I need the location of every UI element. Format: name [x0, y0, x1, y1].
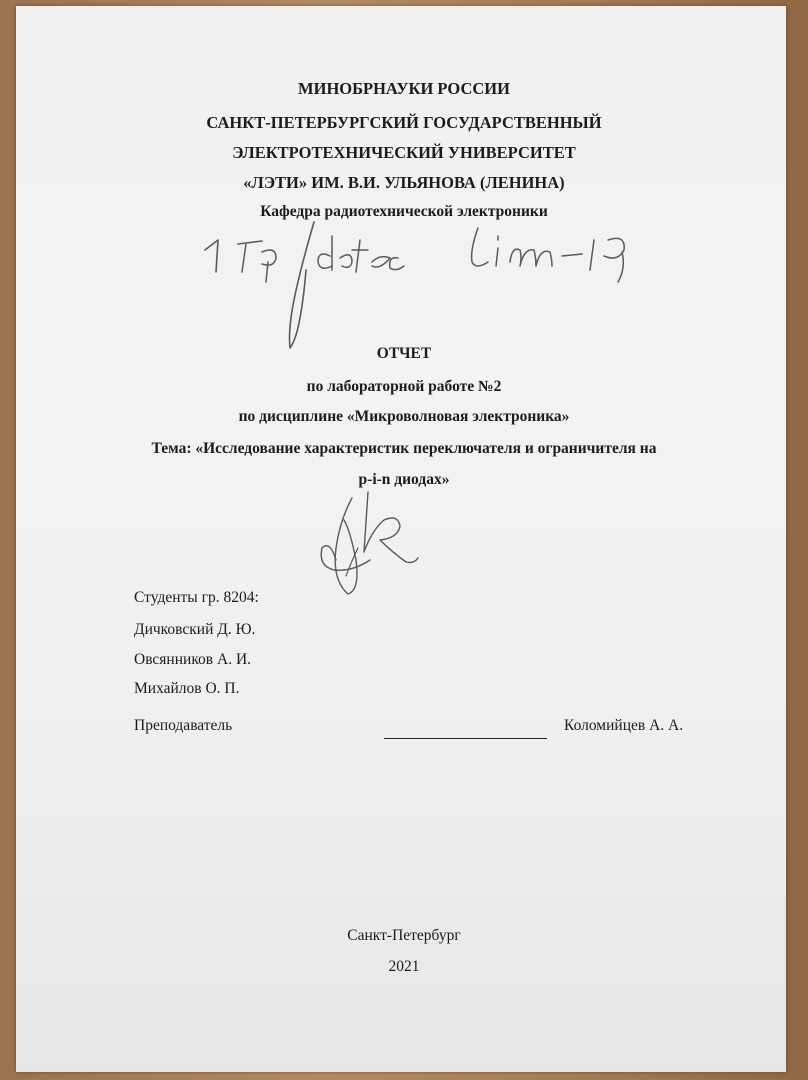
discipline-line: по дисциплине «Микроволновая электроника»	[238, 408, 570, 425]
students-label: Студенты гр. 8204:	[134, 589, 259, 606]
university-line-2: ЭЛЕКТРОТЕХНИЧЕСКИЙ УНИВЕРСИТЕТ	[232, 143, 576, 162]
student-name: Дичковский Д. Ю.	[134, 621, 256, 638]
report-title: ОТЧЕТ	[376, 345, 432, 362]
teacher-label: Преподаватель	[134, 717, 233, 734]
department-line: Кафедра радиотехнической электроники	[260, 203, 548, 220]
student-name: Овсянников А. И.	[134, 651, 252, 668]
paper-sheet	[16, 6, 786, 1072]
city-line: Санкт-Петербург	[347, 927, 461, 944]
signature-line	[384, 738, 547, 739]
university-line-3: «ЛЭТИ» ИМ. В.И. УЛЬЯНОВА (ЛЕНИНА)	[243, 173, 565, 192]
lab-line: по лабораторной работе №2	[306, 378, 502, 395]
topic-line-2: p-i-n диодах»	[358, 471, 450, 488]
year-line: 2021	[388, 958, 420, 975]
topic-line-1: Тема: «Исследование характеристик переключателя и ограничителя на	[151, 440, 657, 457]
student-name: Михайлов О. П.	[134, 680, 240, 697]
university-line-1: САНКТ-ПЕТЕРБУРГСКИЙ ГОСУДАРСТВЕННЫЙ	[206, 113, 602, 132]
teacher-name: Коломийцев А. А.	[564, 717, 684, 734]
ministry-line: МИНОБРНАУКИ РОССИИ	[298, 79, 510, 98]
